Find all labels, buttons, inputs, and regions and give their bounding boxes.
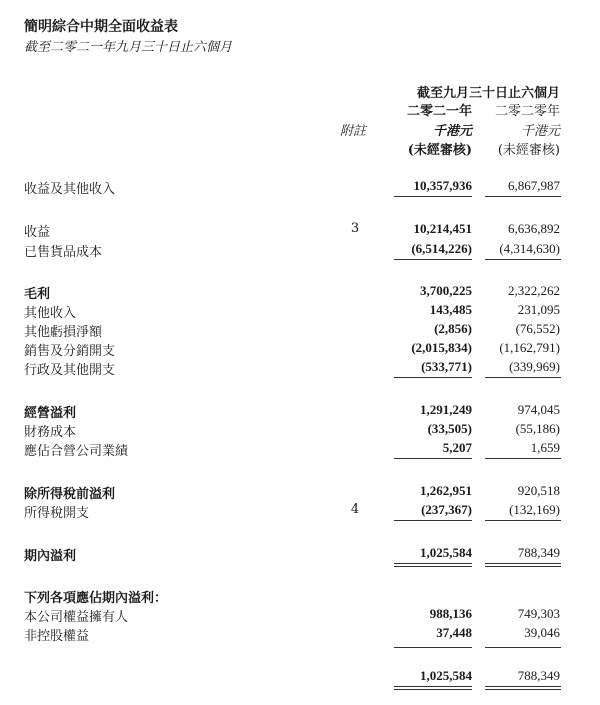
statement-title: 簡明綜合中期全面收益表: [24, 19, 178, 35]
row-value-2021: 988,136: [429, 606, 472, 621]
double-underline: [394, 686, 472, 687]
double-underline: [485, 686, 561, 687]
row-value-2020: 2,322,262: [508, 283, 560, 298]
row-label-profit-for-period: 期內溢利: [24, 549, 77, 564]
underline: [485, 520, 561, 521]
double-underline: [394, 689, 472, 690]
row-value-2020: 6,636,892: [508, 221, 560, 236]
row-value-2021: 1,262,951: [420, 483, 472, 498]
row-value-2021: 1,291,249: [420, 402, 472, 417]
row-note: 3: [350, 221, 360, 236]
row-value-2021: (237,367): [421, 502, 472, 517]
row-value-2021: (2,015,834): [411, 340, 472, 355]
row-value-2020: (1,162,791): [499, 340, 560, 355]
unit-2020-header: 千港元: [520, 124, 560, 139]
row-value-2021: (533,771): [421, 359, 472, 374]
row-value-2020: (132,169): [509, 502, 560, 517]
statement-subtitle: 截至二零二一年九月三十日止六個月: [24, 40, 233, 55]
underline: [394, 259, 472, 260]
underline: [394, 377, 472, 378]
audit-2020-header: (未經審核): [497, 143, 560, 158]
row-value-2020: 920,518: [517, 483, 560, 498]
row-value-2020: 231,095: [517, 302, 560, 317]
row-value-2021: 1,025,584: [420, 545, 472, 560]
row-value-2021: 10,357,936: [413, 178, 472, 193]
row-label-non-controlling-interests: 非控股權益: [24, 629, 90, 644]
row-value-2020: (4,314,630): [499, 241, 560, 256]
row-value-2021: (2,856): [434, 321, 472, 336]
row-value-2021: (6,514,226): [411, 241, 472, 256]
row-value-2020: 749,303: [517, 606, 560, 621]
row-value-2021: (33,505): [427, 421, 472, 436]
row-label-revenue: 收益: [24, 225, 51, 240]
underline: [485, 458, 561, 459]
row-label-share-of-jv-results: 應佔合營公司業績: [24, 444, 129, 459]
double-underline: [485, 689, 561, 690]
row-label-gross-profit: 毛利: [24, 287, 51, 302]
underline: [394, 520, 472, 521]
underline: [485, 377, 561, 378]
row-label-finance-costs: 財務成本: [24, 425, 77, 440]
row-value-2021: 3,700,225: [420, 283, 472, 298]
row-value-2020: 1,659: [530, 440, 560, 455]
row-value-2021: 37,448: [436, 625, 472, 640]
row-note: 4: [350, 502, 360, 517]
underline: [394, 647, 472, 648]
row-label-admin-other-expenses: 行政及其他開支: [24, 363, 116, 378]
audit-2021-header: (未經審核): [407, 143, 472, 158]
row-label-profit-before-tax: 除所得稅前溢利: [24, 487, 116, 502]
row-label-profit-attributable-to: 下列各項應佔期內溢利：: [24, 591, 168, 606]
unit-2021-header: 千港元: [432, 124, 472, 139]
row-label-other-income: 其他收入: [24, 306, 77, 321]
row-label-owners-of-company: 本公司權益擁有人: [24, 610, 129, 625]
underline: [485, 647, 561, 648]
row-value-2020: (55,186): [515, 421, 560, 436]
year-2021-header: 二零二一年: [406, 104, 472, 119]
underline: [485, 259, 561, 260]
row-value-2021: 1,025,584: [420, 668, 472, 683]
row-label-income-tax-expense: 所得稅開支: [24, 506, 90, 521]
row-label-selling-distribution-expenses: 銷售及分銷開支: [24, 344, 116, 359]
row-value-2021: 143,485: [429, 302, 472, 317]
note-column-header: 附註: [340, 124, 367, 139]
row-label-revenue-and-other-income: 收益及其他收入: [24, 182, 116, 197]
underline: [394, 196, 472, 197]
row-value-2020: 974,045: [517, 402, 560, 417]
row-value-2020: (339,969): [509, 359, 560, 374]
double-underline: [485, 563, 561, 564]
year-2020-header: 二零二零年: [494, 104, 560, 119]
row-value-2020: 788,349: [517, 545, 560, 560]
row-value-2020: (76,552): [515, 321, 560, 336]
period-header: 截至九月三十日止六個月: [416, 86, 560, 101]
row-label-operating-profit: 經營溢利: [24, 406, 77, 421]
row-value-2021: 10,214,451: [413, 221, 472, 236]
row-value-2020: 788,349: [517, 668, 560, 683]
double-underline: [485, 566, 561, 567]
row-value-2020: 6,867,987: [508, 178, 560, 193]
row-label-other-losses-net: 其他虧損淨額: [24, 325, 103, 340]
underline: [485, 196, 561, 197]
double-underline: [394, 563, 472, 564]
underline: [394, 458, 472, 459]
row-value-2021: 5,207: [442, 440, 472, 455]
row-value-2020: 39,046: [524, 625, 560, 640]
row-label-cost-of-goods-sold: 已售貨品成本: [24, 245, 103, 260]
double-underline: [394, 566, 472, 567]
